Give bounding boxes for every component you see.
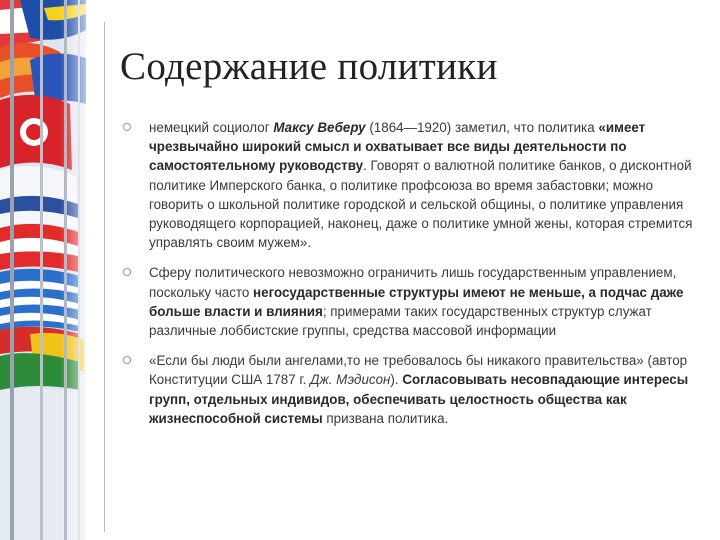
slide-title: Содержание политики [120,45,498,88]
bullet-text-segment: «имеет чрезвычайно широкий смысл и охватывает все виды деятельности по самостоятельному руководству [149,120,646,174]
bullet-item [122,351,694,428]
bullet-text-segment: негосударственные структуры имеют не меньше, а подчас даже больше власти и влияния [149,284,684,319]
vertical-divider [104,22,105,532]
circle-bullet-icon [122,122,132,132]
bullet-text-segment: Согласовывать несовпадающие интересы групп, отдельных индивидов, обеспечивать целостность общества как жизнеспособной системы [149,372,689,426]
bullet-text-segment: Дж. Мэдисон [310,372,391,388]
bullet-text-segment: немецкий социолог [149,120,274,135]
circle-bullet-icon [122,355,132,365]
circle-bullet-icon [122,267,132,277]
bullet-item [122,118,694,252]
bullet-text-segment: (1864—1920) заметил, что политика [365,120,599,135]
bullet-text-segment: . Говорят о валютной политике банков, о дисконтной политике Имперского банка, о политике профсоюза во время забастовки; можно говорить о школьной политике городской и сельской общины, о политике управления руководящего корпорацией, наконец, даже о политике умной жены, которая стремится управлять своим мужем». [149,158,693,251]
bullet-text-segment: Максу Веберу [273,120,366,135]
bullet-text-segment: «Если бы люди были ангелами,то не требовалось бы никакого правительства» (автор Конституции США 1787 г. [149,353,688,388]
bullet-text-segment: ). [390,372,403,388]
bullet-text-segment: ; примерами таких государственных структур служат различные лоббистские группы, средства массовой информации [149,303,652,339]
bullet-list [122,118,694,439]
bullet-text-segment: призвана политика. [322,410,449,426]
bullet-text-segment: Сферу политического невозможно ограничить лишь государственным управлением, поскольку часто [149,265,677,300]
bullet-item [122,263,694,340]
image-fade [60,0,100,540]
